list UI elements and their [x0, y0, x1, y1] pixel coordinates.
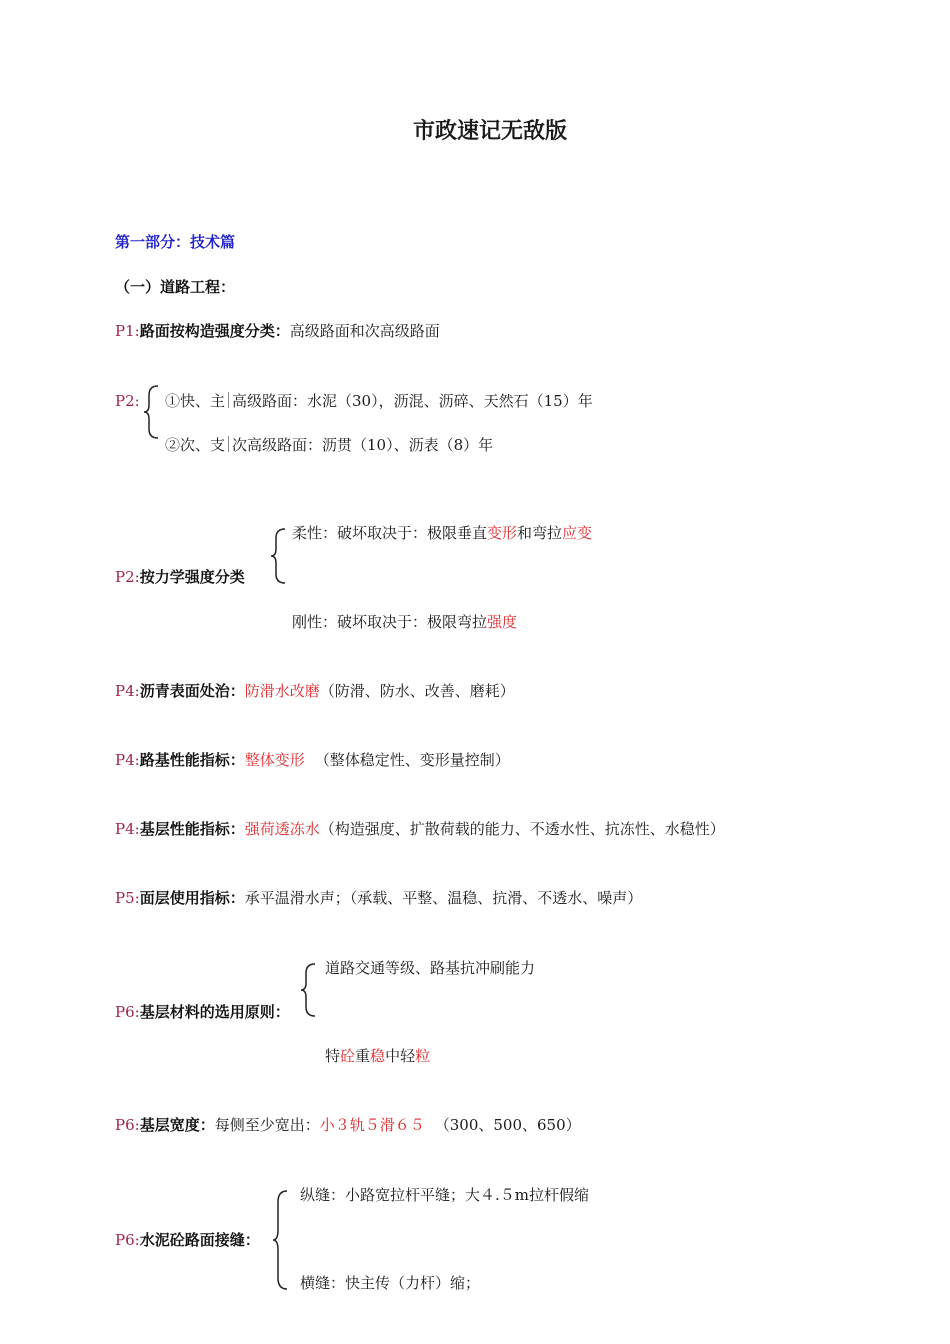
text: 刚性：破坏取决于：极限弯拉: [292, 613, 488, 631]
item-text: 承平温滑水声；（承载、平整、温稳、抗滑、不透水、噪声）: [244, 889, 643, 907]
item-label: 基层宽度：: [139, 1116, 215, 1134]
page-ref: P2:: [115, 392, 140, 410]
highlight: 砼: [340, 1047, 356, 1065]
item-text: （构造强度、扩散荷载的能力、不透水性、抗冻性、水稳性）: [319, 820, 725, 838]
page-ref: P5:: [115, 889, 140, 907]
item-label: 路基性能指标：: [139, 751, 245, 769]
separator: [228, 392, 229, 408]
separator: [228, 436, 229, 452]
p2a-line-2: [165, 435, 493, 455]
left-brace-icon: [300, 963, 318, 1017]
road-type-prefix: ①快、主: [165, 392, 226, 410]
text: 柔性：破坏取决于：极限垂直: [292, 524, 488, 542]
part-heading: 第一部分：技术篇: [115, 233, 236, 251]
p6a-label-line: [115, 1002, 290, 1022]
highlight: 粒: [415, 1047, 431, 1065]
text: 和弯拉: [517, 524, 563, 542]
item-text: （防滑、防水、改善、磨耗）: [319, 682, 515, 700]
item-text: 每侧至少宽出：: [214, 1116, 320, 1134]
item-text: 高级路面和次高级路面: [289, 322, 440, 340]
mnemonic: 小３轨５滑６５: [319, 1116, 425, 1134]
item-label: 基层材料的选用原则：: [139, 1003, 290, 1021]
p2b-line-2: [292, 612, 517, 632]
p2b-line-1: [292, 523, 592, 543]
item-label: 面层使用指标：: [139, 889, 245, 907]
page-ref: P4:: [115, 820, 140, 838]
text: 重: [355, 1047, 371, 1065]
left-brace-icon: [143, 385, 161, 439]
p6a-line-2: [325, 1046, 430, 1066]
text: 中轻: [385, 1047, 416, 1065]
page-ref: P4:: [115, 751, 140, 769]
item-label: 水泥砼路面接缝：: [139, 1231, 260, 1249]
mnemonic: 强荷透冻水: [244, 820, 320, 838]
p6c-line-2: 横缝：快主传（力杆）缩；: [300, 1274, 481, 1292]
mnemonic: 整体变形: [244, 751, 305, 769]
section-heading: （一）道路工程：: [115, 278, 236, 296]
p2a-page-ref: [115, 391, 140, 411]
highlight: 应变: [562, 524, 593, 542]
p1-line: [115, 321, 440, 341]
document-title: 市政速记无敌版: [412, 119, 567, 144]
p2b-label-line: [115, 567, 245, 587]
p5-line: [115, 888, 642, 908]
p6c-line-1: 纵缝：小路宽拉杆平缝；大４.５m拉杆假缩: [300, 1186, 589, 1204]
page-ref: P6:: [115, 1116, 140, 1134]
highlight: 变形: [487, 524, 518, 542]
p6c-label-line: [115, 1230, 260, 1250]
road-type-prefix: ②次、支: [165, 436, 226, 454]
page-ref: P6:: [115, 1003, 140, 1021]
item-label: 沥青表面处治：: [139, 682, 245, 700]
left-brace-icon: [270, 528, 288, 584]
item-text: （整体稳定性、变形量控制）: [314, 751, 510, 769]
highlight: 稳: [370, 1047, 386, 1065]
page-ref: P2:: [115, 568, 140, 586]
item-label: 路面按构造强度分类：: [139, 322, 290, 340]
mnemonic: 防滑水改磨: [244, 682, 320, 700]
item-label: 基层性能指标：: [139, 820, 245, 838]
highlight: 强度: [487, 613, 518, 631]
road-class-text: 高级路面：水泥（30），沥混、沥碎、天然石（15）年: [232, 392, 593, 410]
item-text: （300、500、650）: [434, 1116, 581, 1134]
p6a-line-1: 道路交通等级、路基抗冲刷能力: [325, 959, 536, 977]
page-ref: P4:: [115, 682, 140, 700]
item-label: 按力学强度分类: [139, 568, 245, 586]
text: 特: [325, 1047, 341, 1065]
page-ref: P1:: [115, 322, 140, 340]
p4a-line: [115, 681, 515, 701]
page-ref: P6:: [115, 1231, 140, 1249]
p2a-line-1: [165, 391, 593, 411]
road-class-text: 次高级路面：沥贯（10）、沥表（8）年: [232, 436, 494, 454]
p4c-line: [115, 819, 725, 839]
p4b-line: [115, 750, 510, 770]
left-brace-icon: [272, 1190, 290, 1290]
p6b-line: [115, 1115, 581, 1135]
